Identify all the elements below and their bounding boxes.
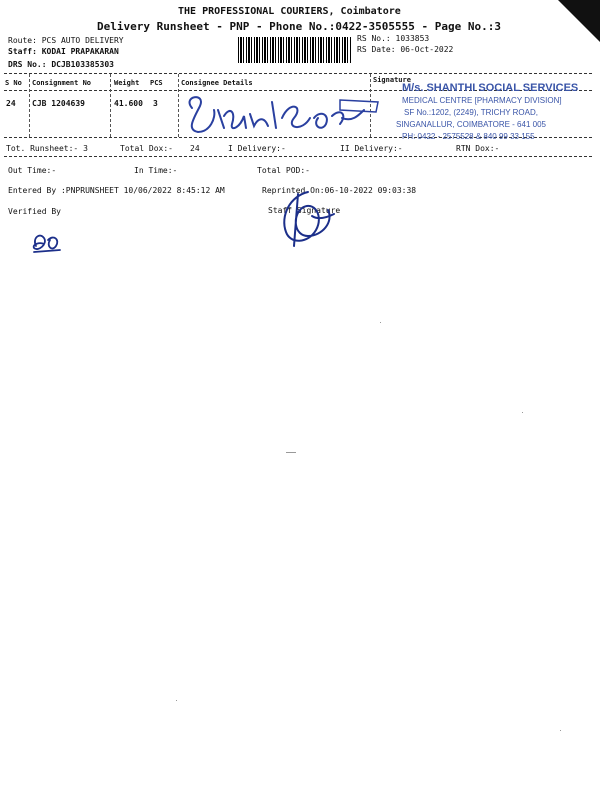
pharmacy-stamp bbox=[392, 78, 592, 146]
scan-speck bbox=[560, 730, 561, 731]
col-divider bbox=[110, 74, 111, 137]
rtn-dox: RTN Dox:- bbox=[456, 144, 500, 153]
scan-speck bbox=[176, 700, 177, 701]
ii-delivery: II Delivery:- bbox=[340, 144, 403, 153]
row-consignment: CJB 1204639 bbox=[32, 99, 85, 108]
drs-number: DRS No.: DCJB103385303 bbox=[8, 60, 114, 69]
scan-speck bbox=[522, 412, 523, 413]
col-divider bbox=[178, 74, 179, 137]
out-time: Out Time:- bbox=[8, 166, 57, 175]
route-label: Route: PCS AUTO DELIVERY bbox=[8, 36, 124, 45]
table-top-rule bbox=[4, 73, 592, 74]
stamp-line: SINGANALLUR, COIMBATORE - 641 005 bbox=[396, 120, 546, 129]
i-delivery: I Delivery:- bbox=[228, 144, 286, 153]
scan-speck bbox=[286, 452, 296, 453]
header-consignee: Consignee Details bbox=[181, 79, 253, 87]
barcode bbox=[238, 37, 352, 63]
row-sno: 24 bbox=[6, 99, 16, 108]
staff-label: Staff: KODAI PRAPAKARAN bbox=[8, 47, 119, 56]
header-sno: S No bbox=[5, 79, 22, 87]
total-dox: Total Dox:- bbox=[120, 144, 173, 153]
tot-runsheet: Tot. Runsheet:- 3 bbox=[6, 144, 88, 153]
company-title: THE PROFESSIONAL COURIERS, Coimbatore bbox=[178, 6, 401, 17]
row-weight: 41.600 bbox=[114, 99, 143, 108]
total-dox-value: 24 bbox=[190, 144, 200, 153]
reprinted-on: Reprinted On:06-10-2022 09:03:38 bbox=[262, 186, 417, 195]
stamp-line: M/s. SHANTHI SOCIAL SERVICES bbox=[402, 82, 579, 94]
rs-date: RS Date: 06-Oct-2022 bbox=[357, 45, 454, 54]
scan-corner-mark bbox=[558, 0, 600, 42]
verifier-initials bbox=[30, 228, 64, 256]
staff-signature-label: Staff Signature bbox=[268, 206, 341, 215]
scan-speck bbox=[380, 322, 381, 323]
stamp-line: PH: 0422 - 2575528 & 840 99 33 155 bbox=[402, 132, 535, 141]
header-consignment: Consignment No bbox=[32, 79, 92, 87]
row-pcs: 3 bbox=[153, 99, 158, 108]
stamp-line: SF No.:1202, (2249), TRICHY ROAD, bbox=[404, 108, 538, 117]
in-time: In Time:- bbox=[134, 166, 178, 175]
rs-number: RS No.: 1033853 bbox=[357, 34, 430, 43]
staff-signature bbox=[268, 186, 348, 250]
consignee-signature bbox=[180, 88, 380, 138]
total-pod: Total POD:- bbox=[257, 166, 310, 175]
runsheet-title: Delivery Runsheet - PNP - Phone No.:0422-3505555 - Page No.:3 bbox=[97, 20, 501, 33]
header-pcs: PCS bbox=[150, 79, 163, 87]
col-divider bbox=[29, 74, 30, 137]
stamp-line: MEDICAL CENTRE [PHARMACY DIVISION] bbox=[402, 96, 562, 105]
header-signature: Signature bbox=[373, 76, 411, 84]
verified-by: Verified By bbox=[8, 207, 61, 216]
entered-by: Entered By :PNPRUNSHEET 10/06/2022 8:45:12 AM bbox=[8, 186, 225, 195]
header-weight: Weight bbox=[114, 79, 140, 87]
summary-rule bbox=[4, 156, 592, 157]
